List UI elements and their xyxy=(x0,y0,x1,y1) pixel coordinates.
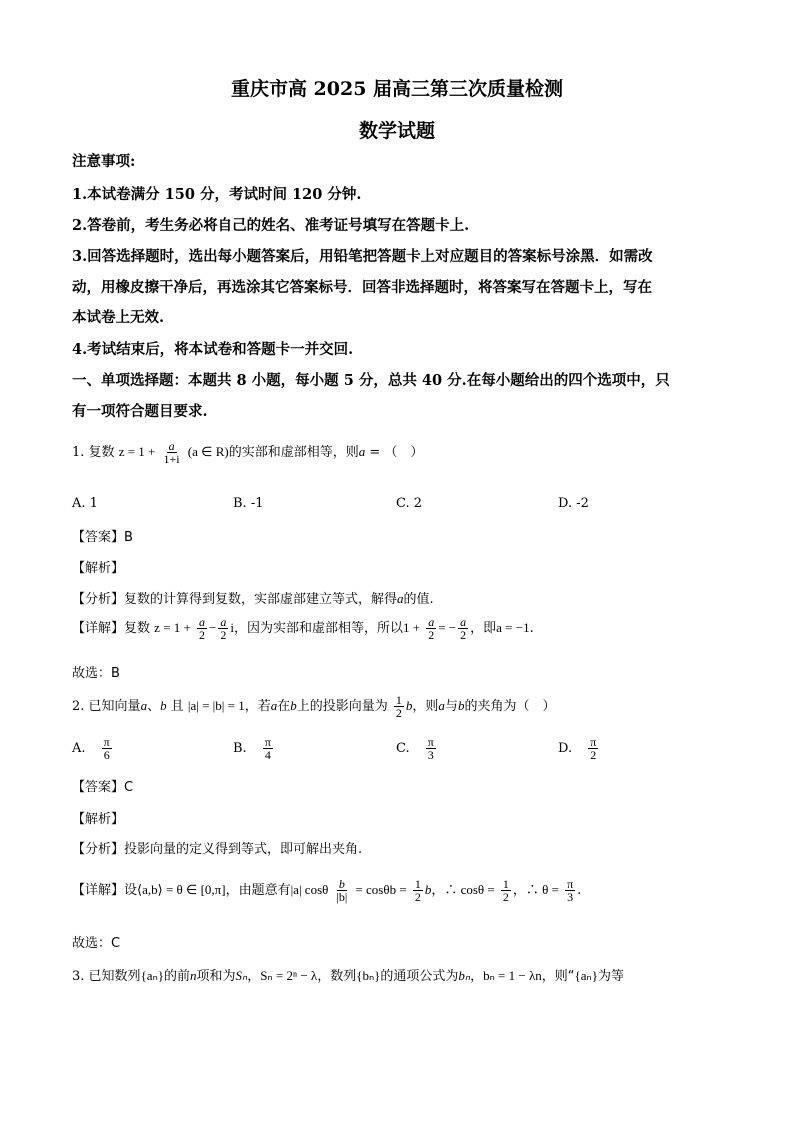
q2-vec-a-2: a xyxy=(270,698,278,713)
q2-abs-equation: |a| = |b| = 1 xyxy=(187,698,245,713)
q2-proj-den: 2 xyxy=(395,706,402,720)
notes-item-3-line-2: 动，用橡皮擦干净后，再选涂其它答案标号．回答非选择题时，将答案写在答题卡上，写在 xyxy=(72,279,652,296)
q2-option-b xyxy=(233,736,275,761)
q2-analysis-tag: 【解析】 xyxy=(72,812,125,827)
section-heading-line-2: 有一项符合题目要求. xyxy=(72,403,208,420)
q2-detail-tag: 【详解】 xyxy=(72,883,125,898)
q3-text-c: 项和为 xyxy=(196,969,236,984)
q2-vec-b: b xyxy=(160,698,167,713)
q2-option-d-num: π xyxy=(590,735,597,749)
q1-detail-frac-2-den: 2 xyxy=(220,628,227,642)
q1-detail-z: z = 1 + xyxy=(154,620,191,635)
q3-text-d: ， xyxy=(247,969,261,984)
q1-fenxi-end: 的值. xyxy=(403,592,434,607)
q2-detail-frac-2 xyxy=(501,878,511,903)
q2-stem-d: 在 xyxy=(277,699,291,714)
q1-formula-left: z = 1 + xyxy=(118,444,156,459)
q2-vec-a: a xyxy=(140,698,148,713)
q2-stem xyxy=(72,694,555,719)
q3-var-n: n xyxy=(190,968,197,983)
q3-seq-a-2: {aₙ} xyxy=(574,968,598,983)
q2-detail-frac-3-num: π xyxy=(567,877,574,891)
exam-subtitle: 数学试题 xyxy=(358,120,435,142)
q2-stem-f: ，则 xyxy=(412,699,439,714)
q3-seq-b: {bₙ} xyxy=(356,968,381,983)
q1-rest-var: a xyxy=(358,444,366,459)
q1-detail-frac-3-num: a xyxy=(428,615,435,629)
q2-option-a-num: π xyxy=(103,735,110,749)
q2-stem-b: 且 xyxy=(170,699,184,714)
q3-text-f: 的通项公式为 xyxy=(380,969,459,984)
q2-detail-frac-2-num: 1 xyxy=(502,877,509,891)
q3-sn-formula: Sₙ = 2ⁿ − λ xyxy=(260,968,318,983)
q2-detail-end: . xyxy=(577,883,582,898)
notes-item-3-line-3: 本试卷上无效. xyxy=(72,309,165,326)
q2-detail-frac-3 xyxy=(565,878,575,903)
q1-detail-lead: 复数 xyxy=(124,621,151,636)
q2-option-c-den: 3 xyxy=(427,748,434,762)
q2-answer: 【答案】C xyxy=(72,780,134,795)
q3-seq-a: {aₙ} xyxy=(140,968,164,983)
q2-number: 2. xyxy=(72,699,85,714)
q2-detail-frac-b xyxy=(335,878,350,903)
q3-text-i: 为等 xyxy=(597,969,624,984)
q1-frac-den: 1+i xyxy=(163,452,180,466)
q1-fraction xyxy=(162,440,182,465)
q1-rest-end: = （ ） xyxy=(369,445,424,460)
q1-option-a: A. 1 xyxy=(72,496,98,511)
q1-fenxi xyxy=(72,588,434,607)
q2-stem-h: 的夹角为（ ） xyxy=(464,699,556,714)
q3-number: 3. xyxy=(72,969,85,984)
q1-detail-frac-1-den: 2 xyxy=(199,628,205,642)
q1-option-b: B. -1 xyxy=(233,496,264,511)
q1-lead: 复数 xyxy=(88,445,115,460)
q2-sep: 、 xyxy=(147,699,161,714)
q2-option-a xyxy=(72,736,114,761)
q1-detail-frac-1 xyxy=(197,616,207,641)
q1-detail-end: . xyxy=(529,621,534,636)
q1-analysis-tag: 【解析】 xyxy=(72,561,125,576)
q2-option-c-frac xyxy=(426,736,436,761)
q2-detail-frac-b-num: b xyxy=(338,877,345,891)
q2-detail-frac-b-den: |b| xyxy=(336,890,348,904)
q2-detail-lead: 设 xyxy=(124,883,138,898)
q3-sn: Sₙ xyxy=(235,968,248,983)
q1-detail-eq: = − xyxy=(438,620,457,635)
q1-detail xyxy=(72,616,534,641)
q3-bn: bₙ xyxy=(458,968,471,983)
notes-item-1: 1.本试卷满分 150 分，考试时间 120 分钟. xyxy=(72,186,362,203)
q1-detail-frac-2-num: a xyxy=(220,615,227,629)
q1-detail-frac-4 xyxy=(458,616,468,641)
q2-stem-g: 与 xyxy=(444,699,458,714)
q1-number: 1. xyxy=(72,445,85,460)
q2-option-d-den: 2 xyxy=(590,748,597,762)
q3-text-e: ，数列 xyxy=(317,969,357,984)
q1-detail-tag: 【详解】 xyxy=(72,621,125,636)
q2-option-d-letter: D. xyxy=(558,741,573,756)
q2-option-a-letter: A. xyxy=(72,741,86,756)
q2-detail-frac-2-den: 2 xyxy=(502,890,509,904)
q2-stem-a: 已知向量 xyxy=(88,699,141,714)
notes-heading: 注意事项: xyxy=(72,153,136,170)
q1-detail-result: a = −1 xyxy=(496,620,530,635)
q2-detail-therefore-cos: ，∴ cosθ = xyxy=(431,882,495,897)
section-heading-line-1: 一、单项选择题：本题共 8 小题，每小题 5 分，总共 40 分.在每小题给出的四个选项中，只 xyxy=(72,372,670,389)
q2-option-b-letter: B. xyxy=(233,741,247,756)
q3-text-b: 的前 xyxy=(164,969,191,984)
q2-option-d-frac xyxy=(588,736,598,761)
q3-text-a: 已知数列 xyxy=(88,969,141,984)
q3-bn-formula: bₙ = 1 − λn xyxy=(483,968,542,983)
q2-proj-num: 1 xyxy=(395,693,402,707)
q1-stem xyxy=(72,440,423,465)
q2-detail xyxy=(72,878,581,903)
q2-option-b-num: π xyxy=(264,735,271,749)
q2-option-c-letter: C. xyxy=(396,741,410,756)
q2-detail-frac-1-den: 2 xyxy=(414,890,421,904)
q2-detail-frac-1-num: 1 xyxy=(414,877,421,891)
q2-option-b-den: 4 xyxy=(264,748,271,762)
q2-proj-frac xyxy=(394,694,404,719)
q3-stem xyxy=(72,965,624,984)
q2-detail-angle: ⟨a,b⟩ = θ ∈ [0,π] xyxy=(137,882,226,897)
q2-option-c-num: π xyxy=(427,735,434,749)
q2-option-c xyxy=(396,736,438,761)
q2-detail-frac-3-den: 3 xyxy=(567,890,574,904)
q1-fenxi-text: 【分析】复数的计算得到复数，实部虚部建立等式，解得 xyxy=(72,592,398,607)
q1-detail-frac-1-num: a xyxy=(199,615,205,629)
q1-condition: (a ∈ R) xyxy=(187,444,229,459)
notes-item-3-line-1: 3.回答选择题时，选出每小题答案后，用铅笔把答题卡上对应题目的答案标号涂黑．如需改 xyxy=(72,248,653,265)
q1-detail-frac-4-num: a xyxy=(460,615,467,629)
q1-detail-frac-4-den: 2 xyxy=(460,628,467,642)
q2-stem-c: ，若 xyxy=(244,699,271,714)
q2-detail-expr-2: = cosθb = xyxy=(355,882,407,897)
q3-text-g: ， xyxy=(470,969,484,984)
q1-option-d: D. -2 xyxy=(558,496,589,511)
q2-vec-b-2: b xyxy=(290,698,297,713)
q1-detail-i: i xyxy=(230,620,234,635)
q1-detail-one-plus: 1 + xyxy=(402,620,421,635)
q1-rest: 的实部和虚部相等，则 xyxy=(228,445,359,460)
q1-detail-ji: ，即 xyxy=(470,621,497,636)
q2-detail-expr-1: |a| cosθ xyxy=(290,882,329,897)
q2-stem-e: 上的投影向量为 xyxy=(296,699,388,714)
q1-detail-frac-2 xyxy=(218,616,228,641)
q1-choice: 故选：B xyxy=(72,666,120,681)
q2-proj-vec: b xyxy=(405,698,413,713)
q2-detail-expr-3: b xyxy=(424,882,432,897)
q2-vec-a-3: a xyxy=(438,698,445,713)
q1-frac-num: a xyxy=(168,439,175,453)
q3-text-h: ，则“ xyxy=(541,969,575,984)
q2-option-a-frac xyxy=(102,736,112,761)
q1-option-c: C. 2 xyxy=(396,496,423,511)
q2-option-b-frac xyxy=(263,736,273,761)
notes-item-4: 4.考试结束后，将本试卷和答题卡一并交回. xyxy=(72,341,354,358)
notes-item-2: 2.答卷前，考生务必将自己的姓名、准考证号填写在答题卡上. xyxy=(72,217,470,234)
q2-detail-mid: ，由题意有 xyxy=(225,883,291,898)
q2-vec-b-3: b xyxy=(457,698,465,713)
q2-choice: 故选：C xyxy=(72,936,121,951)
q1-detail-minus: − xyxy=(209,620,217,635)
q1-fenxi-var: a xyxy=(397,591,404,606)
q1-detail-mid: ，因为实部和虚部相等，所以 xyxy=(233,621,403,636)
q1-detail-frac-3-den: 2 xyxy=(428,628,435,642)
q2-option-d xyxy=(558,736,600,761)
exam-title: 重庆市高 2025 届高三第三次质量检测 xyxy=(230,78,564,100)
q2-fenxi: 【分析】投影向量的定义得到等式，即可解出夹角. xyxy=(72,842,363,857)
q2-detail-therefore-theta: ，∴ θ = xyxy=(512,882,559,897)
q2-option-a-den: 6 xyxy=(103,748,110,762)
q2-detail-frac-1 xyxy=(413,878,423,903)
q1-answer: 【答案】B xyxy=(72,530,133,545)
q1-detail-frac-3 xyxy=(426,616,436,641)
